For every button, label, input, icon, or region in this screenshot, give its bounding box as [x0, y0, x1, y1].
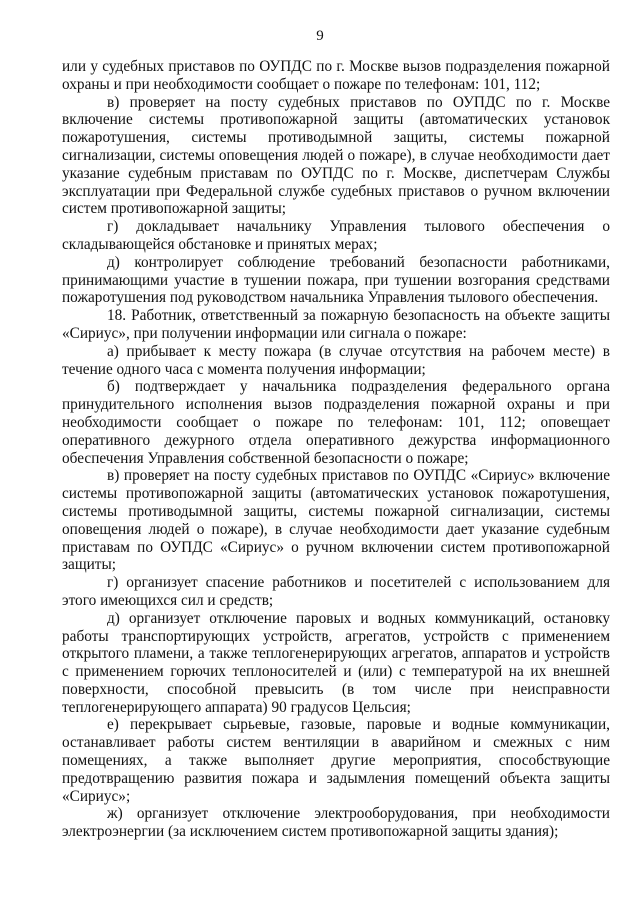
- paragraph-17g: г) докладывает начальнику Управления тылового обеспечения о складывающейся обстановке и принятых мерах;: [62, 218, 610, 253]
- paragraph-18zh: ж) организует отключение электрооборудования, при необходимости электроэнергии (за исключением систем противопожарной защиты здания);: [62, 805, 610, 841]
- paragraph-18b: б) подтверждает у начальника подразделения федерального органа принудительного исполнения вызов подразделения пожарной охраны и при необходимости сообщает о пожаре по телефонам: 101, 112; оповещает оперативного дежурного отдела оперативного дежурства информационного обеспечения Управления собственной безопасности о пожаре;: [62, 378, 610, 467]
- paragraph-17v: в) проверяет на посту судебных приставов по ОУПДС по г. Москве включение системы противопожарной защиты (автоматических установок пожаротушения, системы противодымной защиты, системы пожарной сигнализации, системы оповещения людей о пожаре), в случае необходимости дает указание судебным приставам по ОУПДС по г. Москве, диспетчерам Службы эксплуатации при Федеральной службе судебных приставов о ручном включении систем противопожарной защиты;: [62, 93, 610, 218]
- page-number: 9: [316, 28, 324, 44]
- paragraph-18d: д) организует отключение паровых и водных коммуникаций, остановку работы транспортирующих устройств, агрегатов, устройств с применением открытого пламени, а также теплогенерирующих агрегатов, аппаратов и устройств с применением горючих теплоносителей и (или) с температурой на их внешней поверхности, способной превысить (в том числе при неисправности теплогенерирующего аппарата) 90 градусов Цельсия;: [62, 609, 610, 716]
- paragraph-18a: а) прибывает к месту пожара (в случае отсутствия на рабочем месте) в течение одного часа с момента получения информации;: [62, 342, 610, 378]
- paragraph-continuation: или у судебных приставов по ОУПДС по г. Москве вызов подразделения пожарной охраны и при необходимости сообщает о пожаре по телефонам: 101, 112;: [62, 58, 610, 93]
- paragraph-18e: е) перекрывает сырьевые, газовые, паровые и водные коммуникации, останавливает работы систем вентиляции в аварийном и смежных с ним помещениях, а также выполняет другие мероприятия, способствующие предотвращению развития пожара и задымления помещений объекта защиты «Сириус»;: [62, 716, 610, 805]
- paragraph-18g: г) организует спасение работников и посетителей с использованием для этого имеющихся сил и средств;: [62, 574, 610, 609]
- paragraph-18v: в) проверяет на посту судебных приставов по ОУПДС «Сириус» включение системы противопожарной защиты (автоматических установок пожаротушения, системы противодымной защиты, системы пожарной сигнализации, системы оповещения людей о пожаре), в случае необходимости дает указание судебным приставам по ОУПДС «Сириус» о ручном включении систем противопожарной защиты;: [62, 467, 610, 574]
- document-body: [62, 58, 610, 841]
- paragraph-17d: д) контролирует соблюдение требований безопасности работниками, принимающими участие в тушении пожара, при тушении возгорания средствами пожаротушения под руководством начальника Управления тылового обеспечения.: [62, 253, 610, 307]
- paragraph-18: 18. Работник, ответственный за пожарную безопасность на объекте защиты «Сириус», при получении информации или сигнала о пожаре:: [62, 307, 610, 342]
